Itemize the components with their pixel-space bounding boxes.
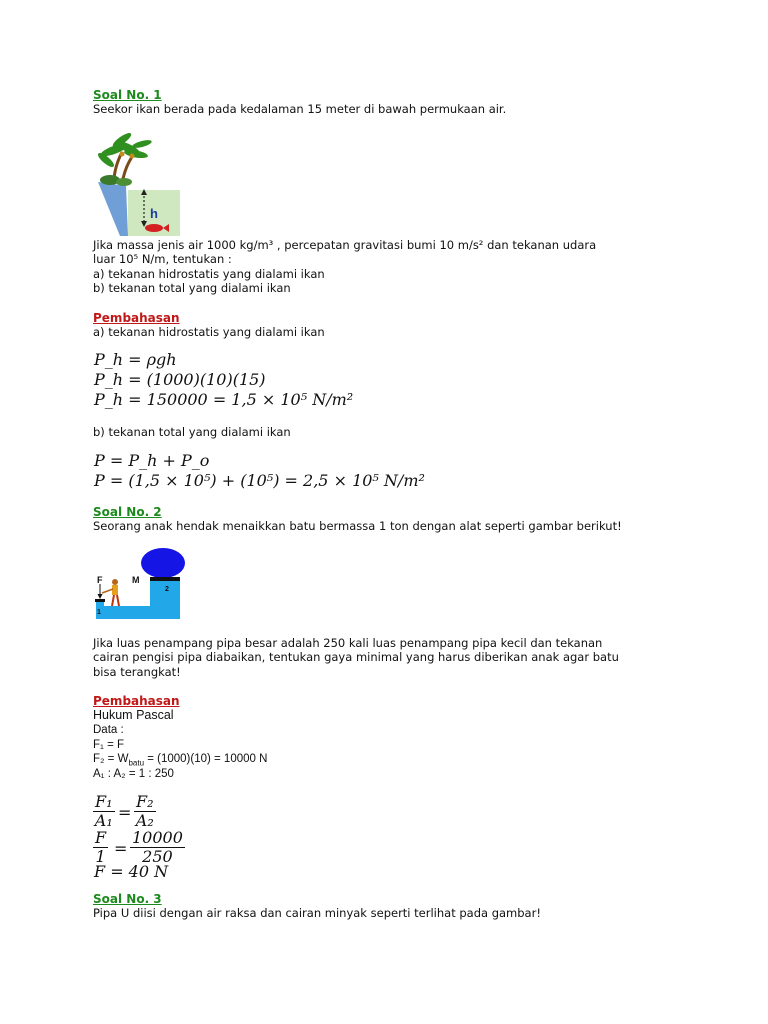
pembahasan-1-part-a: a) tekanan hidrostatis yang dialami ikan (93, 325, 325, 339)
pembahasan-2-f2: $F_2 = W_{batu} = (1000)(10) = 10000$ N (93, 753, 268, 768)
soal-1-line-1: Jika massa jenis air 1000 kg/m³ , percepatan gravitasi bumi 10 m/s² dan tekanan udara (93, 238, 597, 252)
palm-tree (96, 131, 152, 169)
fish-depth-illustration (92, 130, 184, 238)
result-equation: F = 40 N (94, 862, 169, 881)
equation-3: P_h = 150000 = 1,5 × 10⁵ N/m² (94, 390, 354, 409)
soal-2-intro: Seorang anak hendak menaikkan batu bermassa 1 ton dengan alat seperti gambar berikut! (93, 519, 622, 533)
soal-2-line-1: Jika luas penampang pipa besar adalah 250 kali luas penampang pipa kecil dan tekanan (93, 636, 603, 650)
equation-1: P_h = ρgh (94, 350, 177, 369)
soal-1-line-2: luar 10⁵ N/m, tentukan : (93, 252, 232, 266)
cliff (98, 182, 128, 236)
fish-icon (145, 224, 163, 232)
soal-2-line-3: bisa terangkat! (93, 665, 181, 679)
equals-sign-1: = (118, 803, 132, 822)
mass-label: M (132, 575, 140, 585)
pembahasan-2-law: Hukum Pascal (93, 708, 174, 722)
equals-sign-2: = (114, 839, 128, 858)
depth-label: h (150, 206, 158, 221)
pembahasan-2-f1: F₁ = F (93, 739, 125, 751)
pipe-1-label: 1 (97, 609, 101, 616)
fraction-f1-a1: $\frac{\text{F₁}}{\text{A₁}}$ (94, 792, 113, 830)
soal-3-heading: Soal No. 3 (93, 892, 162, 906)
child-figure (112, 579, 118, 585)
fraction-f-1: $\frac{F}{1}$ (95, 828, 107, 866)
connecting-pipe (96, 606, 154, 619)
force-label: F (97, 575, 103, 585)
boulder (141, 548, 185, 578)
hydraulic-lift-illustration (92, 546, 190, 622)
soal-1-intro: Seekor ikan berada pada kedalaman 15 meter di bawah permukaan air. (93, 102, 507, 116)
soal-1-heading: Soal No. 1 (93, 88, 162, 102)
equation-4: P = P_h + P_o (94, 451, 210, 470)
pembahasan-1-heading: Pembahasan (93, 311, 180, 325)
pipe-2-label: 2 (165, 586, 169, 593)
equation-2: P_h = (1000)(10)(15) (94, 370, 266, 389)
pembahasan-2-data: Data : (93, 724, 124, 736)
fraction-10000-250: $\frac{10000}{250}$ (132, 828, 183, 866)
soal-2-heading: Soal No. 2 (93, 505, 162, 519)
soal-3-intro: Pipa U diisi dengan air raksa dan cairan minyak seperti terlihat pada gambar! (93, 906, 541, 920)
pembahasan-1-part-b: b) tekanan total yang dialami ikan (93, 425, 291, 439)
equation-5: P = (1,5 × 10⁵) + (10⁵) = 2,5 × 10⁵ N/m² (94, 471, 425, 490)
soal-1-item-b: b) tekanan total yang dialami ikan (93, 281, 291, 295)
fraction-f2-a2: $\frac{\text{F₂}}{\text{A₂}}$ (135, 792, 154, 830)
soal-1-item-a: a) tekanan hidrostatis yang dialami ikan (93, 267, 325, 281)
soal-2-line-2: cairan pengisi pipa diabaikan, tentukan gaya minimal yang harus diberikan anak agar batu (93, 650, 619, 664)
pembahasan-2-heading: Pembahasan (93, 694, 180, 708)
pembahasan-2-ratio: A₁ : A₂ = 1 : 250 (93, 768, 174, 780)
